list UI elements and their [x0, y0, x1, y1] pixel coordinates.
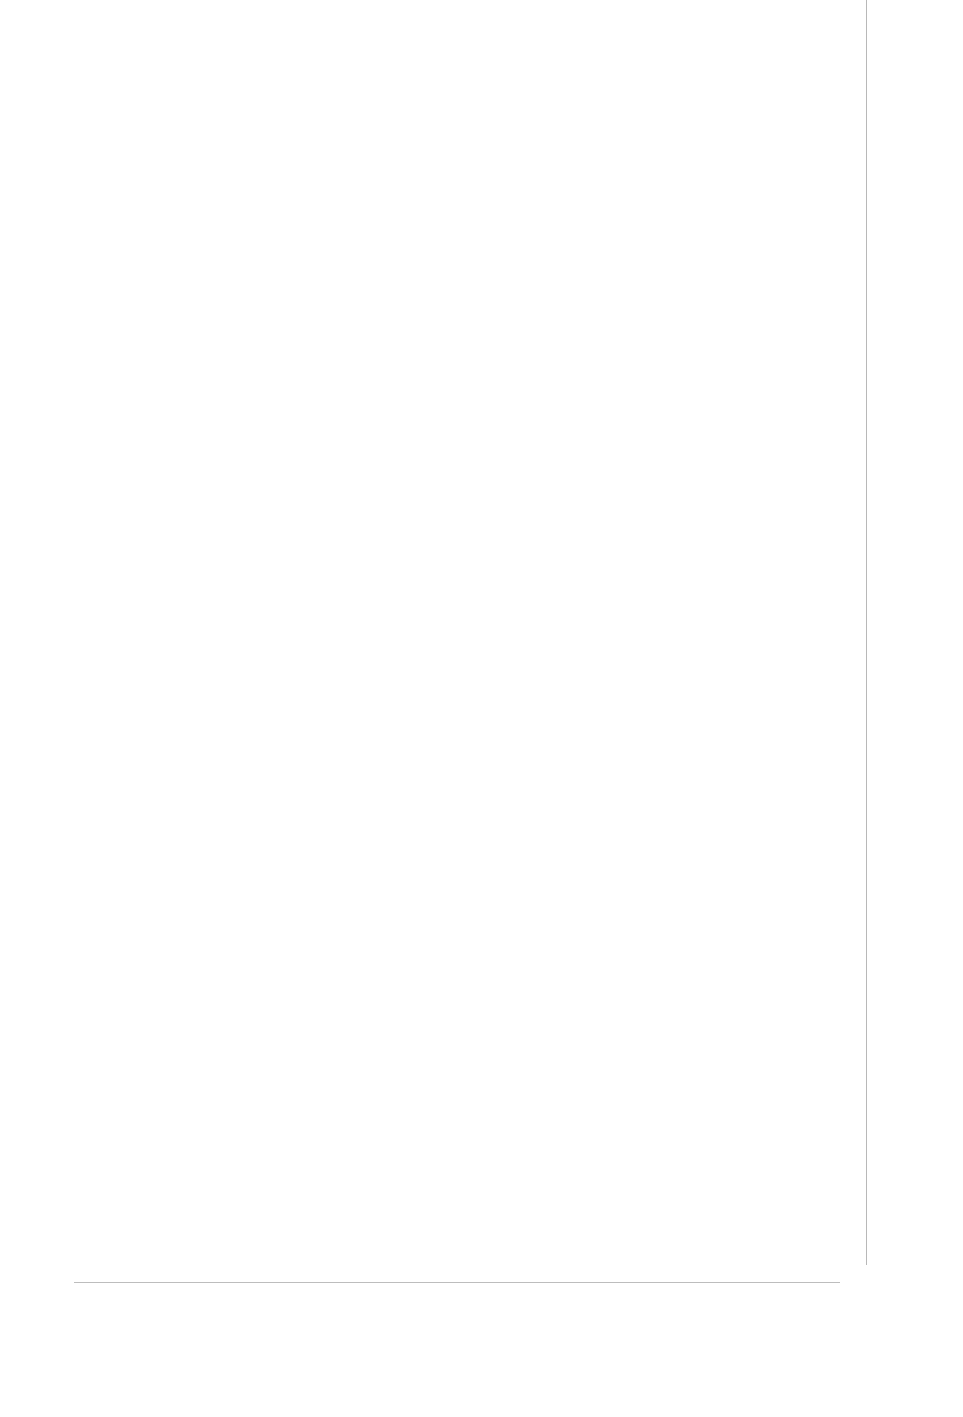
footnotes-box — [636, 820, 886, 842]
footer-rule — [74, 1282, 840, 1283]
margin-rule — [866, 0, 867, 1265]
footnotes-divider-bottom — [636, 833, 886, 842]
footnotes-divider-top — [636, 820, 886, 829]
